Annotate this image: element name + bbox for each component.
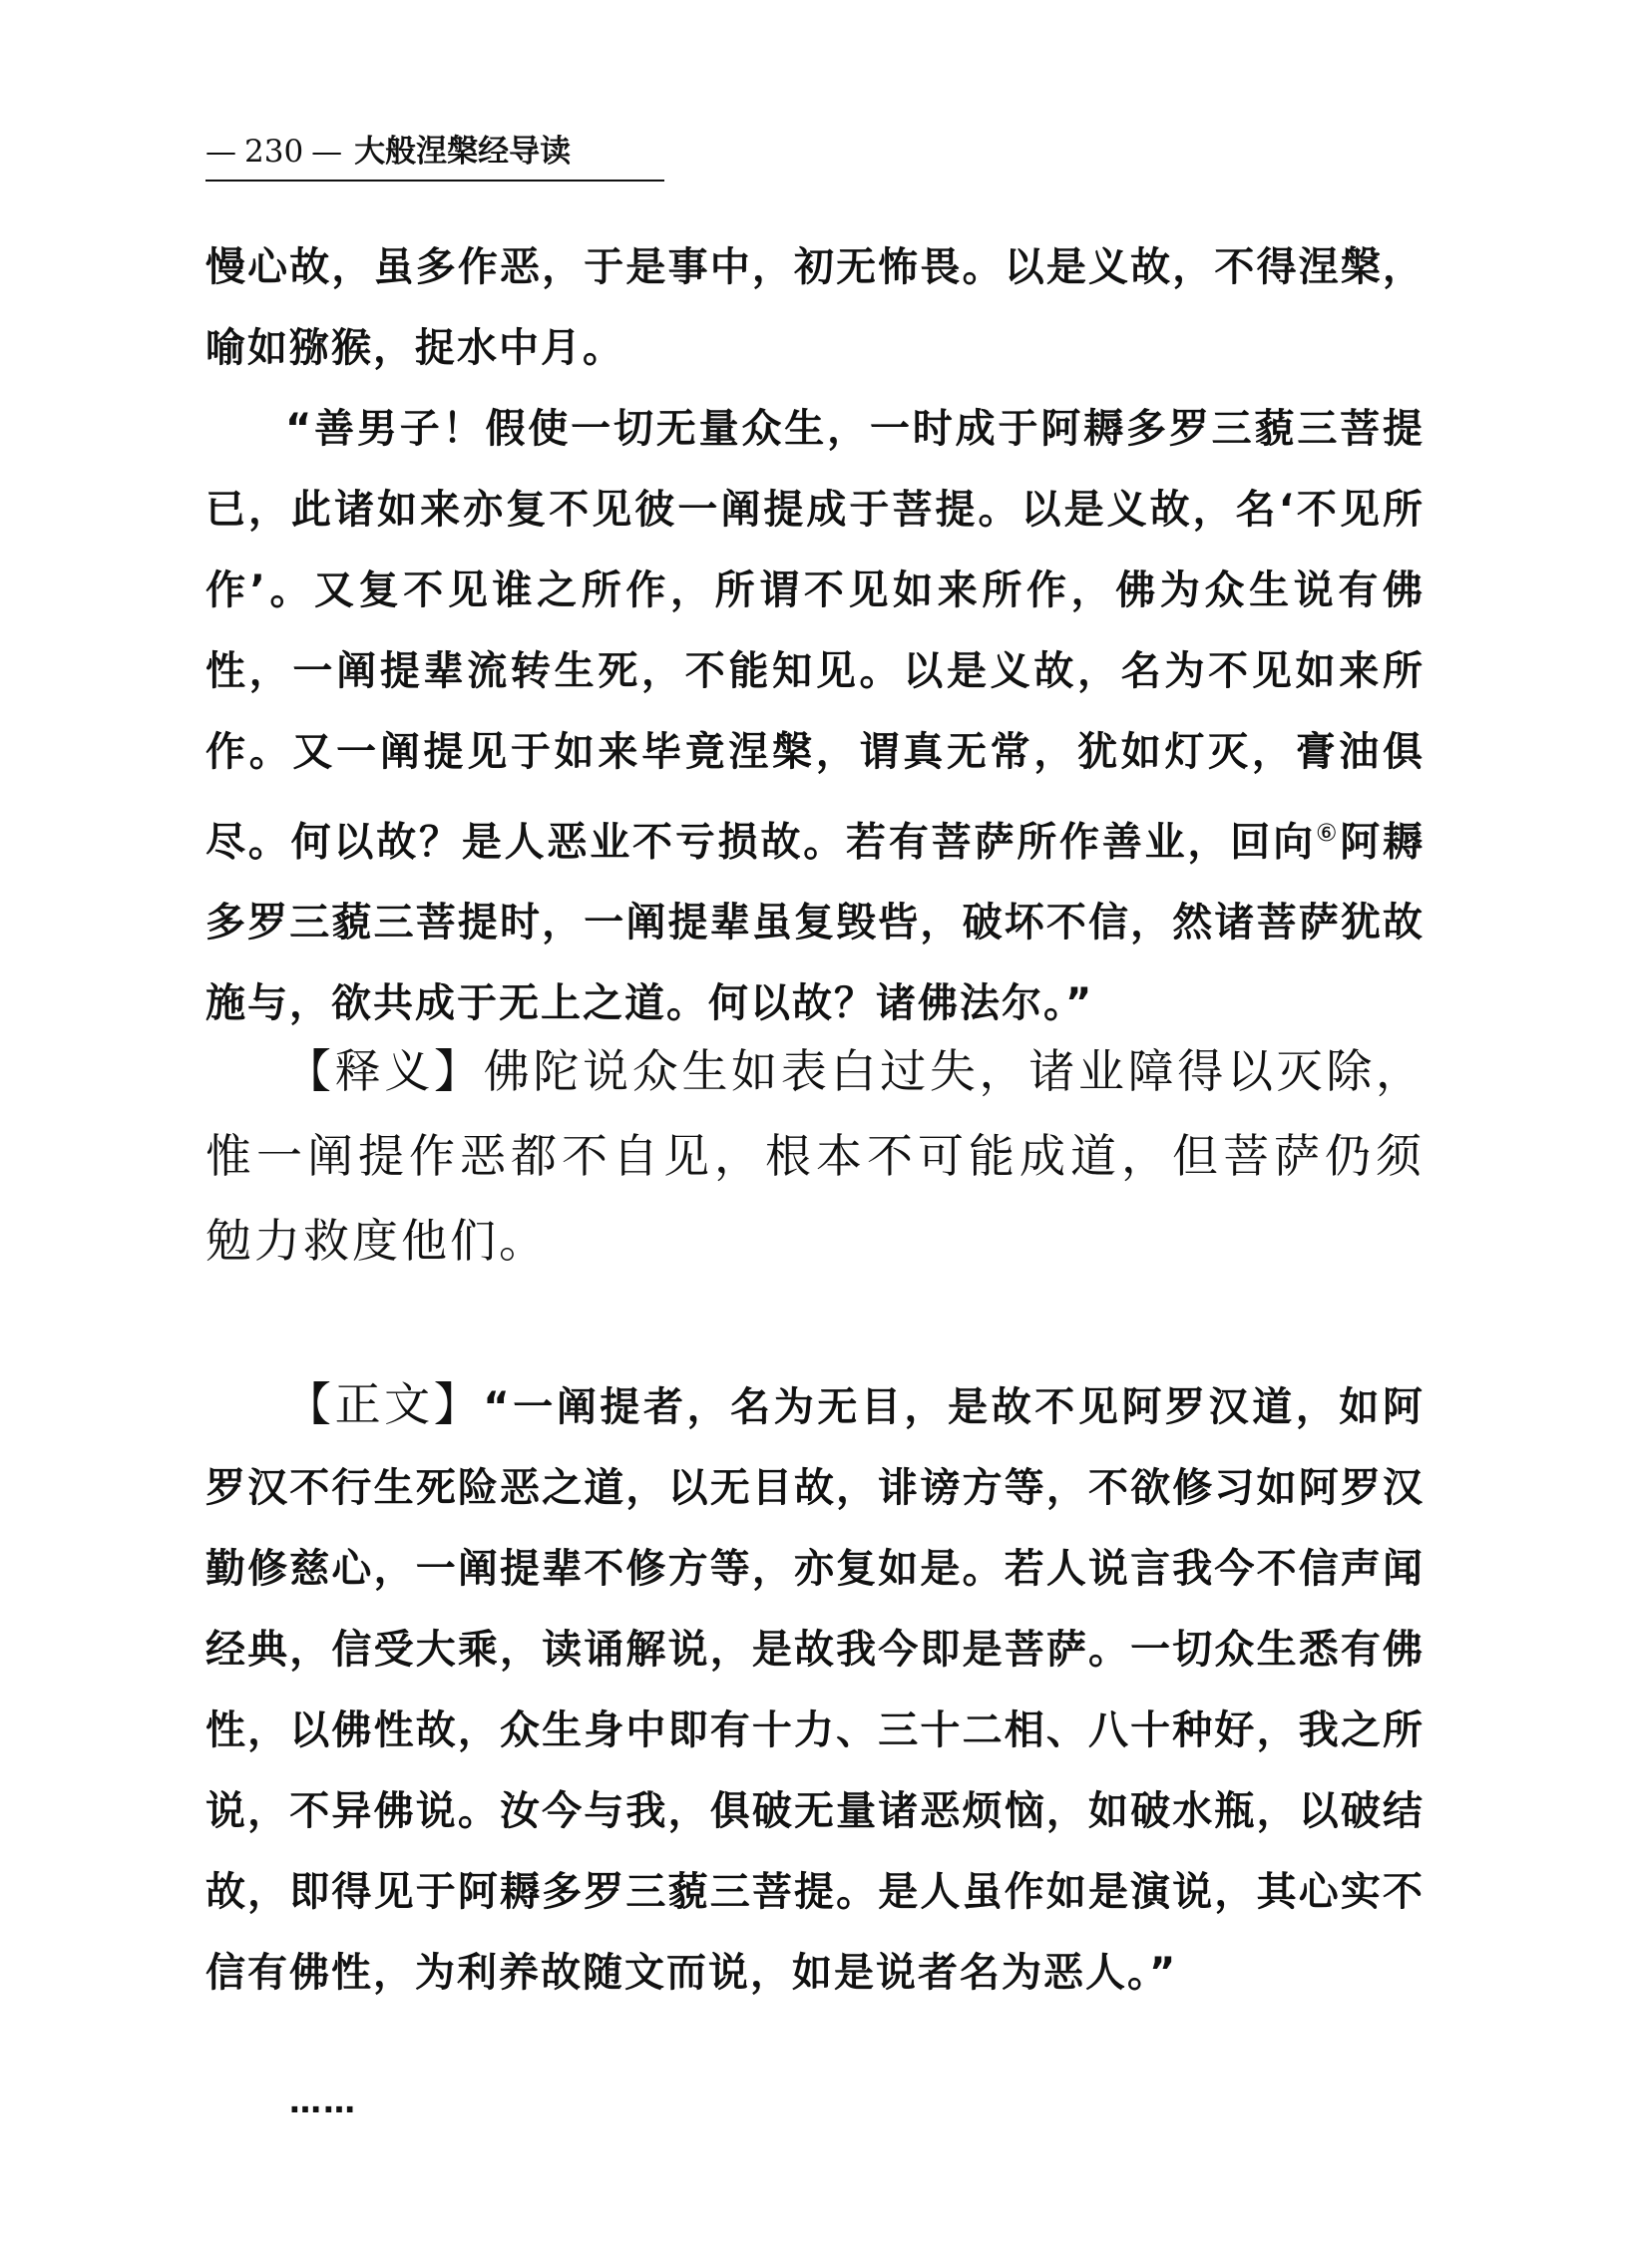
paragraph-explanation (205, 1029, 1424, 1284)
page-number: 230 (244, 134, 304, 170)
paragraph-text: 慢心故，虽多作恶，于是事中，初无怖畏。以是义故，不得涅槃，喻如猕猴，捉水中月。 (205, 244, 1424, 371)
paragraph-text: “善男子！假使一切无量众生，一时成于阿耨多罗三藐三菩提已，此诸如来亦复不见彼一阐提成于菩提。以是义故，名‘不见所作’。又复不见谁之所作，所谓不见如来所作，佛为众生说有佛性，一阐提辈流转生死，不能知见。以是义故，名为不见如来所作。又一阐提见于如来毕竟涅槃，谓真无常，犹如灯灭，膏油俱尽。何以故？是人恶业不亏损故。若有菩萨所作善业，回向 (205, 406, 1424, 866)
paragraph-sutra-quote (205, 389, 1424, 1044)
paragraph-main-text (205, 1364, 1424, 2014)
book-title: 大般涅槃经导读 (354, 134, 572, 170)
footnote-marker: ⑥ (1315, 819, 1341, 847)
header-dash-left: — (205, 134, 236, 170)
section-label-main-text: 【正文】 (285, 1377, 484, 1431)
paragraph-text: 佛陀说众生如表白过失，诸业障得以灭除，惟一阐提作恶都不自见，根本不可能成道，但菩萨仍须勉力救度他们。 (205, 1044, 1425, 1268)
paragraph-text: 阿耨多罗三藐三菩提时，一阐提辈虽复毁呰，破坏不信，然诸菩萨犹故施与，欲共成于无上之道。何以故？诸佛法尔。” (205, 819, 1425, 1027)
section-label-explanation: 【释义】 (285, 1044, 484, 1098)
ellipsis: …… (289, 2082, 357, 2120)
header-dash-right: — (311, 134, 343, 170)
page-header (205, 132, 664, 182)
paragraph-continuation (205, 227, 1424, 389)
paragraph-text: “一阐提者，名为无目，是故不见阿罗汉道，如阿罗汉不行生死险恶之道，以无目故，诽谤方等，不欲修习如阿罗汉勤修慈心，一阐提辈不修方等，亦复如是。若人说言我今不信声闻经典，信受大乘，读诵解说，是故我今即是菩萨。一切众生悉有佛性，以佛性故，众生身中即有十力、三十二相、八十种好，我之所说，不异佛说。汝今与我，俱破无量诸恶烦恼，如破水瓶，以破结故，即得见于阿耨多罗三藐三菩提。是人虽作如是演说，其心实不信有佛性，为利养故随文而说，如是说者名为恶人。” (205, 1384, 1424, 1996)
